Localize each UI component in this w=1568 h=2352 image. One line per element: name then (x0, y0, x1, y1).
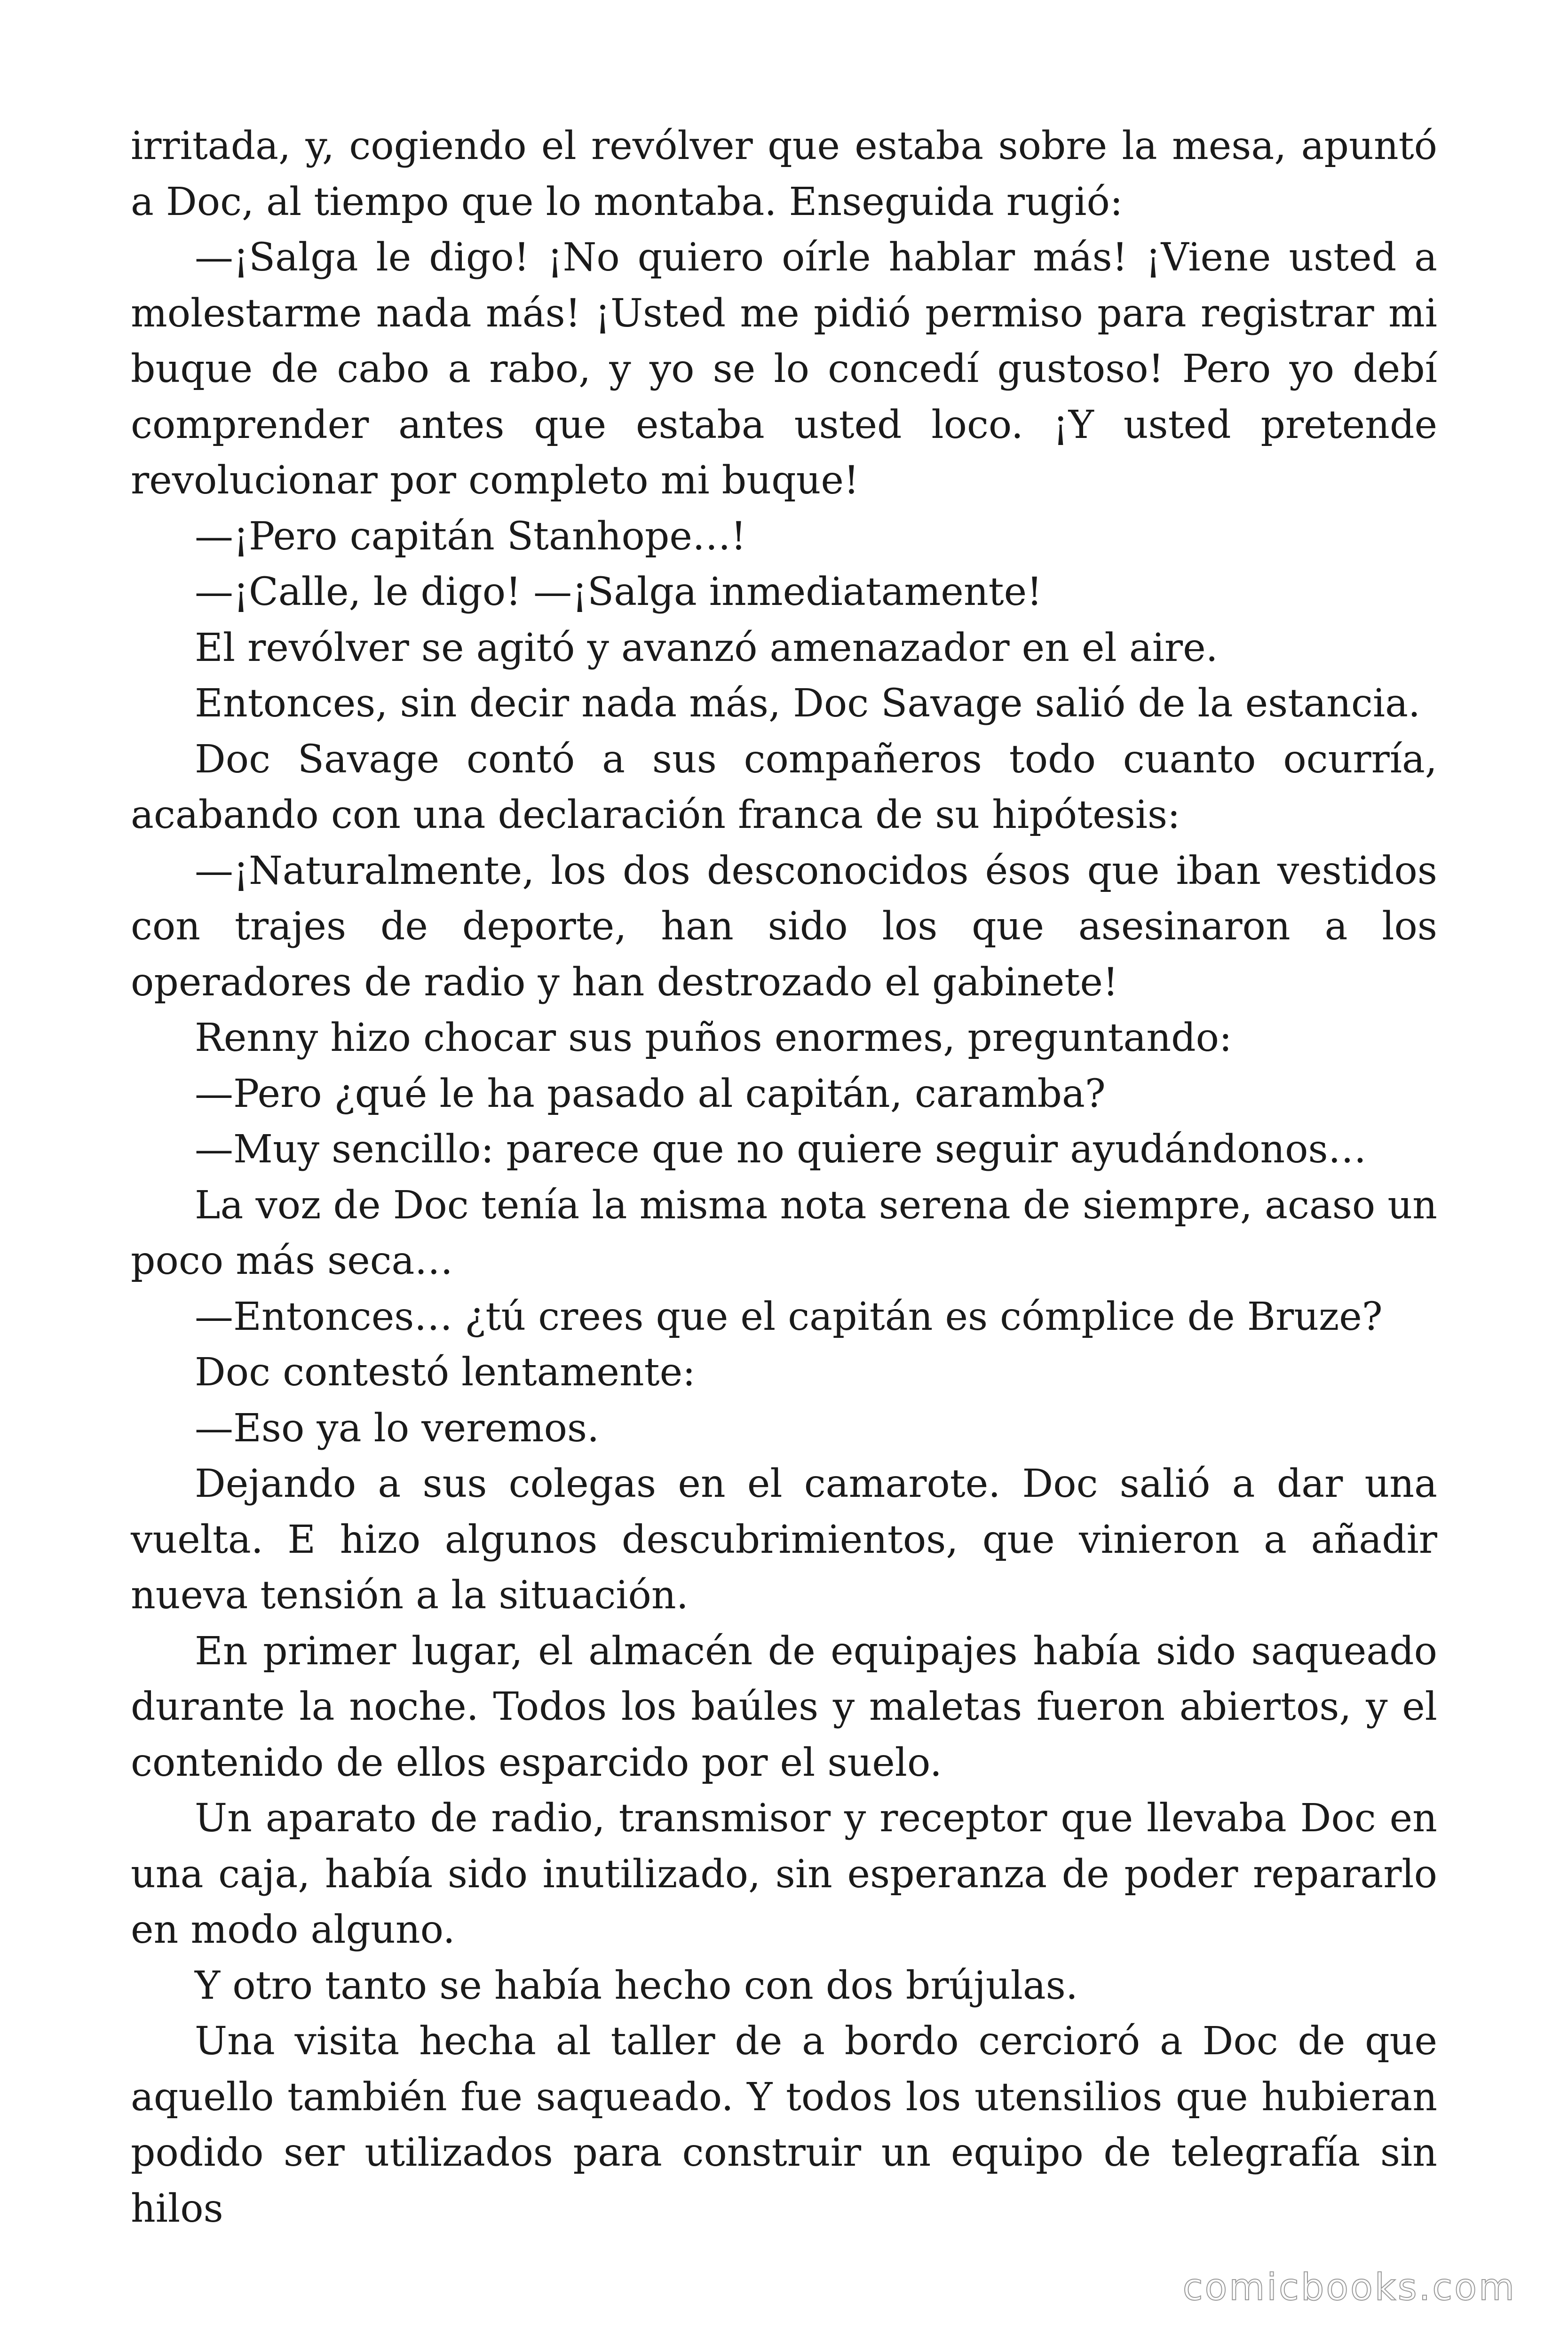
paragraph: En primer lugar, el almacén de equipajes había sido saqueado durante la noche. Todos los baúles y maletas fueron abiertos, y el contenido de ellos esparcido por el suelo. (131, 1629, 1437, 1785)
paragraph: Dejando a sus colegas en el camarote. Doc salió a dar una vuelta. E hizo algunos descubrimientos, que vinieron a añadir nueva tensión a la situación. (131, 1462, 1437, 1618)
body-text (131, 119, 1437, 2237)
paragraph: —Pero ¿qué le ha pasado al capitán, caramba? (195, 1071, 1106, 1116)
paragraph: Entonces, sin decir nada más, Doc Savage salió de la estancia. (195, 681, 1421, 726)
paragraph: —¡Pero capitán Stanhope…! (195, 514, 746, 559)
paragraph: Un aparato de radio, transmisor y receptor que llevaba Doc en una caja, había sido inutilizado, sin esperanza de poder repararlo en modo alguno. (131, 1796, 1437, 1952)
paragraph: Doc contestó lentamente: (195, 1350, 696, 1395)
paragraph: La voz de Doc tenía la misma nota serena de siempre, acaso un poco más seca… (131, 1183, 1437, 1283)
paragraph: Y otro tanto se había hecho con dos brújulas. (195, 1963, 1078, 2008)
paragraph: Renny hizo chocar sus puños enormes, preguntando: (195, 1016, 1232, 1060)
paragraph: El revólver se agitó y avanzó amenazador en el aire. (195, 625, 1218, 670)
paragraph: Una visita hecha al taller de a bordo cercioró a Doc de que aquello también fue saqueado. Y todos los utensilios que hubieran podido ser utilizados para construir un equipo de telegrafía sin hilos (131, 2019, 1437, 2231)
paragraph: irritada, y, cogiendo el revólver que estaba sobre la mesa, apuntó a Doc, al tiempo que lo montaba. Enseguida rugió: (131, 124, 1437, 224)
paragraph: —Eso ya lo veremos. (195, 1406, 600, 1451)
paragraph: —Entonces… ¿tú crees que el capitán es cómplice de Bruze? (195, 1294, 1383, 1339)
paragraph: —¡Naturalmente, los dos desconocidos ésos que iban vestidos con trajes de deporte, han sido los que asesinaron a los operadores de radio y han destrozado el gabinete! (131, 848, 1437, 1005)
paragraph: —Muy sencillo: parece que no quiere seguir ayudándonos… (195, 1127, 1367, 1172)
watermark: comicbooks.com (1182, 2266, 1516, 2309)
paragraph: —¡Salga le digo! ¡No quiero oírle hablar más! ¡Viene usted a molestarme nada más! ¡Usted me pidió permiso para registrar mi buque de cabo a rabo, y yo se lo concedí gustoso! Pero yo debí comprender antes que estaba usted loco. ¡Y usted pretende revolucionar por completo mi buque! (131, 235, 1437, 503)
paragraph: —¡Calle, le digo! —¡Salga inmediatamente! (195, 570, 1043, 614)
paragraph: Doc Savage contó a sus compañeros todo cuanto ocurría, acabando con una declaración franca de su hipótesis: (131, 737, 1437, 837)
